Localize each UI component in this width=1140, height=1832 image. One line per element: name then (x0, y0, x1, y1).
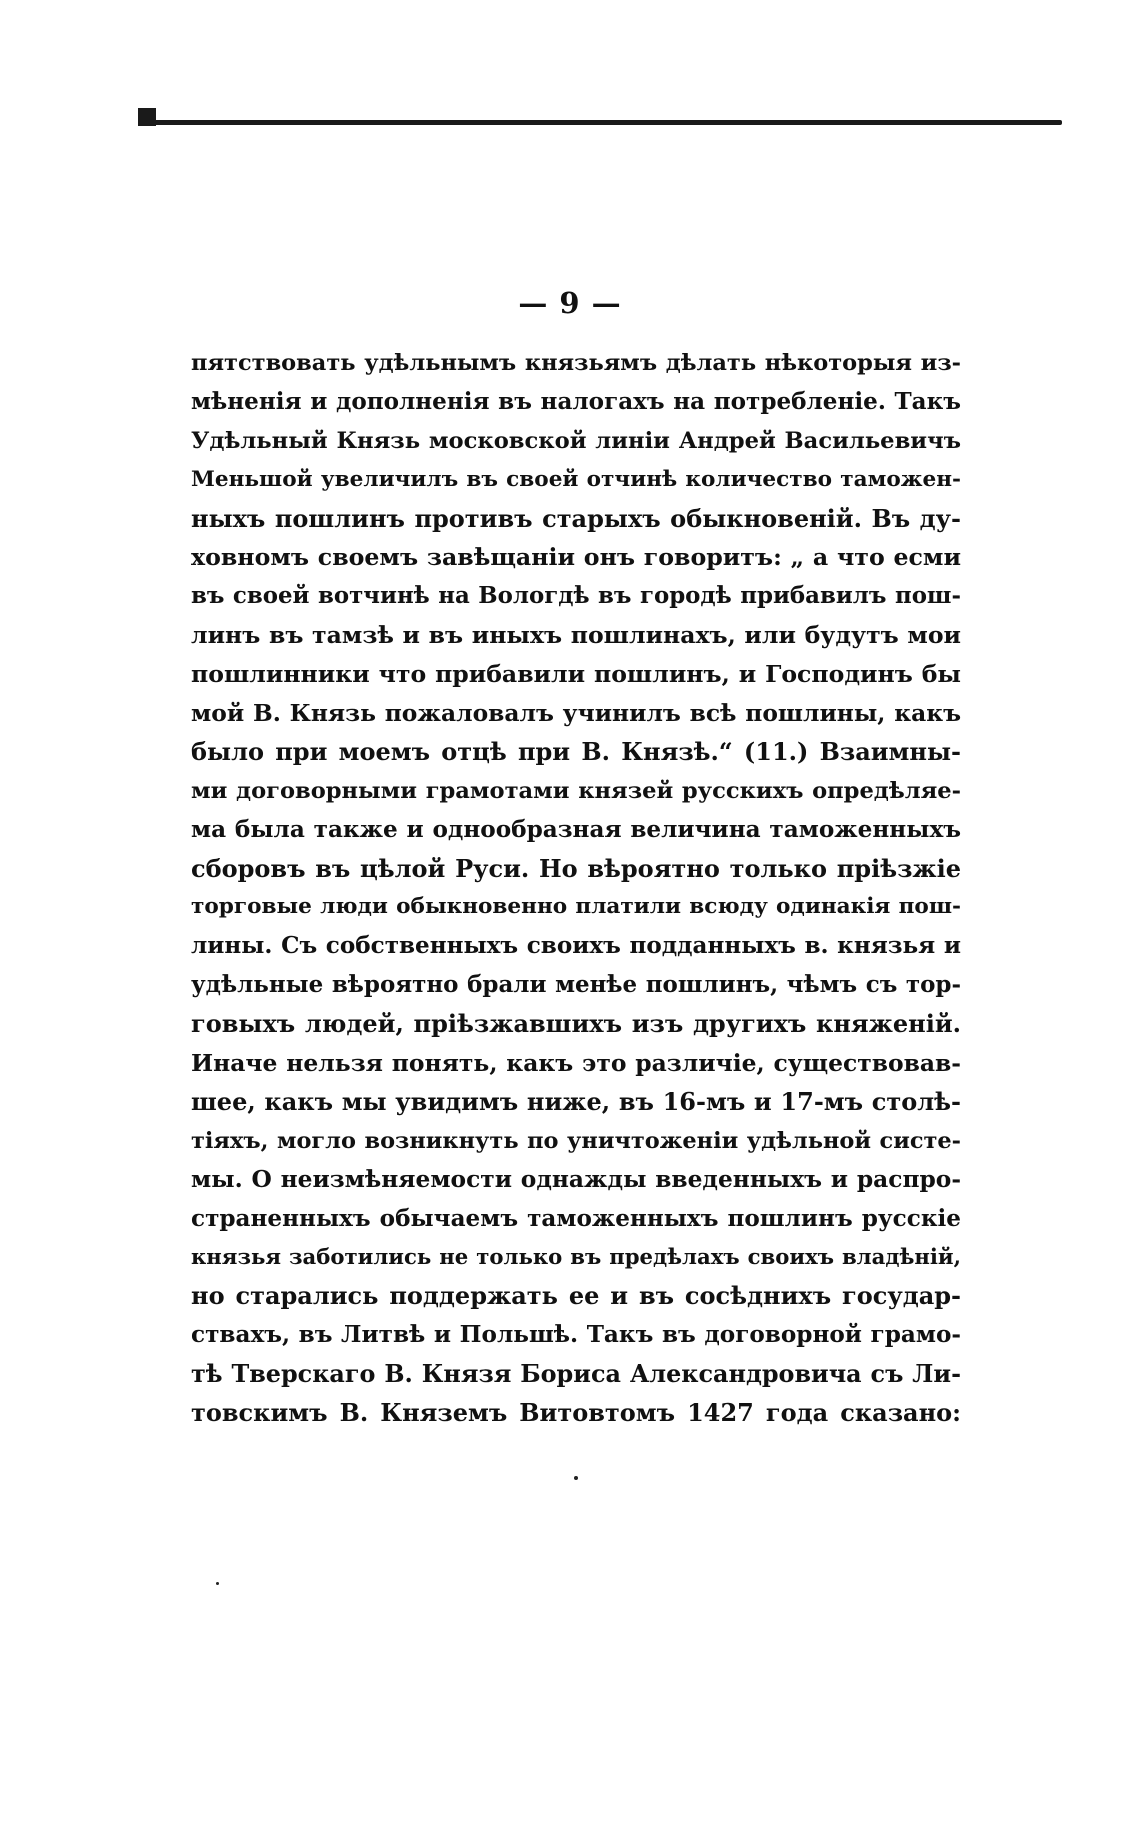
header-rule (138, 120, 1062, 125)
text-line-22: мы. О неизмѣняемости однажды введенныхъ и распро- (191, 1165, 961, 1193)
page-number: — 9 — (518, 286, 622, 320)
ink-speck (574, 1476, 578, 1480)
text-line-4: Меньшой увеличилъ въ своей отчинѣ количество таможен- (191, 466, 961, 492)
text-line-1: пятствовать удѣльнымъ князьямъ дѣлать нѣкоторыя из- (191, 350, 961, 376)
text-line-20: шее, какъ мы увидимъ ниже, въ 16-мъ и 17-мъ столѣ- (191, 1086, 961, 1116)
text-line-16: лины. Съ собственныхъ своихъ подданныхъ в. князья и (191, 932, 961, 960)
text-line-7: въ своей вотчинѣ на Вологдѣ въ городѣ прибавилъ пош- (191, 583, 961, 610)
text-line-18: говыхъ людей, прiѣзжавшихъ изъ другихъ княженій. (191, 1009, 961, 1039)
text-line-5: ныхъ пошлинъ противъ старыхъ обыкновеній. Въ ду- (191, 503, 961, 533)
text-line-9: пошлинники что прибавили пошлинъ, и Господинъ бы (191, 660, 961, 689)
text-line-17: удѣльные вѣроятно брали менѣе пошлинъ, чѣмъ съ тор- (191, 971, 961, 999)
text-line-11: было при моемъ отцѣ при В. Князѣ.“ (11.) Взаимны- (191, 736, 961, 766)
text-line-25: но старались поддержать ее и въ сосѣднихъ государ- (191, 1281, 961, 1311)
text-line-26: ствахъ, въ Литвѣ и Польшѣ. Такъ въ договорной грамо- (191, 1321, 961, 1349)
text-line-15: торговые люди обыкновенно платили всюду одинакія пош- (191, 894, 961, 920)
body-text (191, 344, 961, 1433)
text-line-14: сборовъ въ цѣлой Руси. Но вѣроятно только прiѣзжіе (191, 853, 961, 883)
text-line-13: ма была также и однообразная величина таможенныхъ (191, 815, 961, 843)
ink-speck (216, 1582, 219, 1585)
text-line-2: мѣненія и дополненія въ налогахъ на потребленіе. Такъ (191, 387, 961, 415)
text-line-10: мой В. Князь пожаловалъ учинилъ всѣ пошлины, какъ (191, 699, 961, 728)
text-line-23: страненныхъ обычаемъ таможенныхъ пошлинъ русскіе (191, 1204, 961, 1232)
text-line-19: Иначе нельзя понять, какъ это различіе, существовав- (191, 1049, 961, 1078)
text-line-3: Удѣльный Князь московской линіи Андрей Васильевичъ (191, 427, 961, 454)
text-line-21: тіяхъ, могло возникнуть по уничтоженіи удѣльной систе- (191, 1127, 961, 1154)
text-line-27: тѣ Тверскаго В. Князя Бориса Александровича съ Ли- (191, 1360, 961, 1389)
text-line-8: линъ въ тамзѣ и въ иныхъ пошлинахъ, или будутъ мои (191, 621, 961, 650)
text-line-28: товскимъ В. Княземъ Витовтомъ 1427 года сказано: (191, 1398, 961, 1428)
text-line-12: ми договорными грамотами князей русскихъ опредѣляе- (191, 777, 961, 804)
text-line-6: ховномъ своемъ завѣщаніи онъ говоритъ: „ а что есми (191, 543, 961, 572)
text-line-24: князья заботились не только въ предѣлахъ своихъ владѣній, (191, 1244, 961, 1270)
